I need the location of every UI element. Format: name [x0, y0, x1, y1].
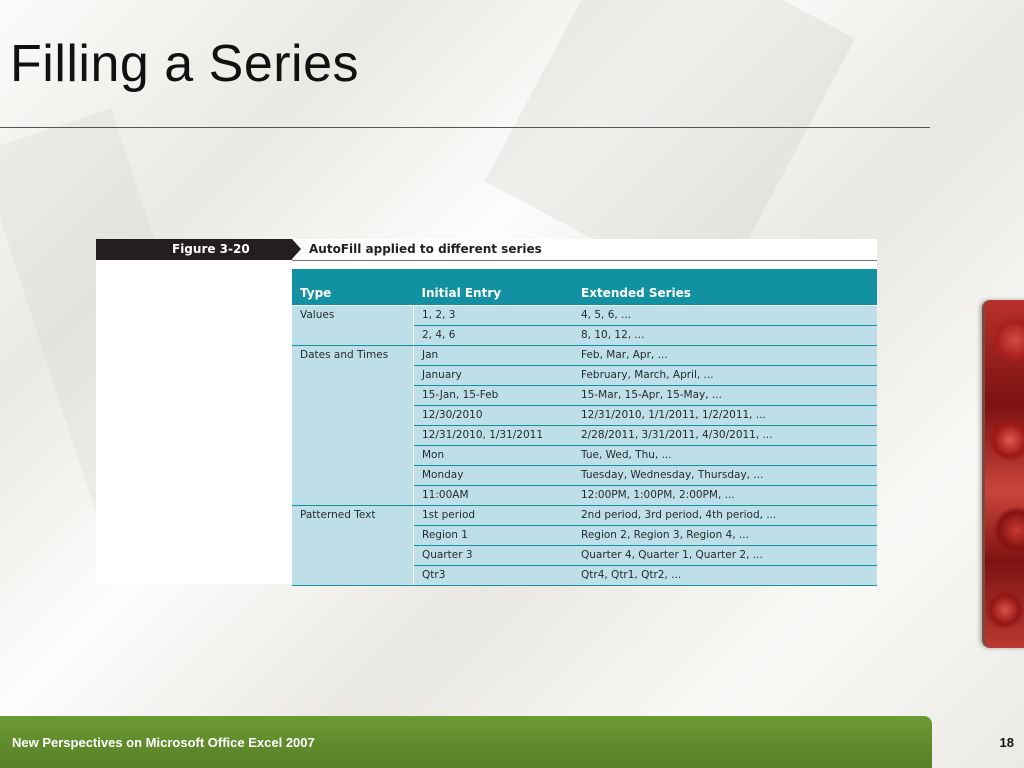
table-row [292, 345, 877, 365]
figure-header [96, 239, 877, 260]
initial-entry-cell: 12/31/2010, 1/31/2011 [414, 425, 574, 445]
initial-entry-cell: Mon [414, 445, 574, 465]
title-divider [0, 127, 930, 128]
extended-series-cell: 12:00PM, 1:00PM, 2:00PM, ... [573, 485, 877, 505]
figure-header-rule [292, 260, 877, 261]
extended-series-cell: 2nd period, 3rd period, 4th period, ... [573, 505, 877, 525]
footer-bar [0, 716, 932, 768]
initial-entry-cell: Jan [414, 345, 574, 365]
figure-caption: AutoFill applied to different series [309, 242, 542, 256]
initial-entry-cell: Qtr3 [414, 565, 574, 585]
initial-entry-cell: Monday [414, 465, 574, 485]
flower-photo-decoration [982, 300, 1024, 648]
page-number: 18 [999, 735, 1014, 750]
extended-series-cell: Region 2, Region 3, Region 4, ... [573, 525, 877, 545]
initial-entry-cell: 2, 4, 6 [414, 325, 574, 345]
figure-arrow-icon [292, 239, 301, 259]
extended-series-cell: February, March, April, ... [573, 365, 877, 385]
initial-entry-cell: 11:00AM [414, 485, 574, 505]
type-cell: Dates and Times [292, 345, 414, 505]
figure-panel [96, 239, 877, 584]
column-header-type: Type [292, 269, 414, 305]
extended-series-cell: Tue, Wed, Thu, ... [573, 445, 877, 465]
table-body [292, 305, 877, 585]
initial-entry-cell: January [414, 365, 574, 385]
extended-series-cell: 15-Mar, 15-Apr, 15-May, ... [573, 385, 877, 405]
extended-series-cell: Feb, Mar, Apr, ... [573, 345, 877, 365]
type-cell: Values [292, 305, 414, 345]
extended-series-cell: Quarter 4, Quarter 1, Quarter 2, ... [573, 545, 877, 565]
table-row [292, 305, 877, 325]
type-cell: Patterned Text [292, 505, 414, 585]
initial-entry-cell: 12/30/2010 [414, 405, 574, 425]
figure-label: Figure 3-20 [172, 242, 250, 256]
figure-label-box [96, 239, 292, 260]
autofill-series-table [292, 269, 877, 586]
extended-series-cell: 8, 10, 12, ... [573, 325, 877, 345]
column-header-initial-entry: Initial Entry [414, 269, 574, 305]
table-row [292, 505, 877, 525]
initial-entry-cell: 1, 2, 3 [414, 305, 574, 325]
initial-entry-cell: 15-Jan, 15-Feb [414, 385, 574, 405]
initial-entry-cell: Region 1 [414, 525, 574, 545]
extended-series-cell: 4, 5, 6, ... [573, 305, 877, 325]
column-header-extended-series: Extended Series [573, 269, 877, 305]
footer-text: New Perspectives on Microsoft Office Excel 2007 [12, 735, 315, 750]
table-header-row [292, 269, 877, 305]
initial-entry-cell: Quarter 3 [414, 545, 574, 565]
extended-series-cell: Qtr4, Qtr1, Qtr2, ... [573, 565, 877, 585]
extended-series-cell: 12/31/2010, 1/1/2011, 1/2/2011, ... [573, 405, 877, 425]
extended-series-cell: Tuesday, Wednesday, Thursday, ... [573, 465, 877, 485]
slide-title: Filling a Series [10, 35, 360, 93]
initial-entry-cell: 1st period [414, 505, 574, 525]
extended-series-cell: 2/28/2011, 3/31/2011, 4/30/2011, ... [573, 425, 877, 445]
